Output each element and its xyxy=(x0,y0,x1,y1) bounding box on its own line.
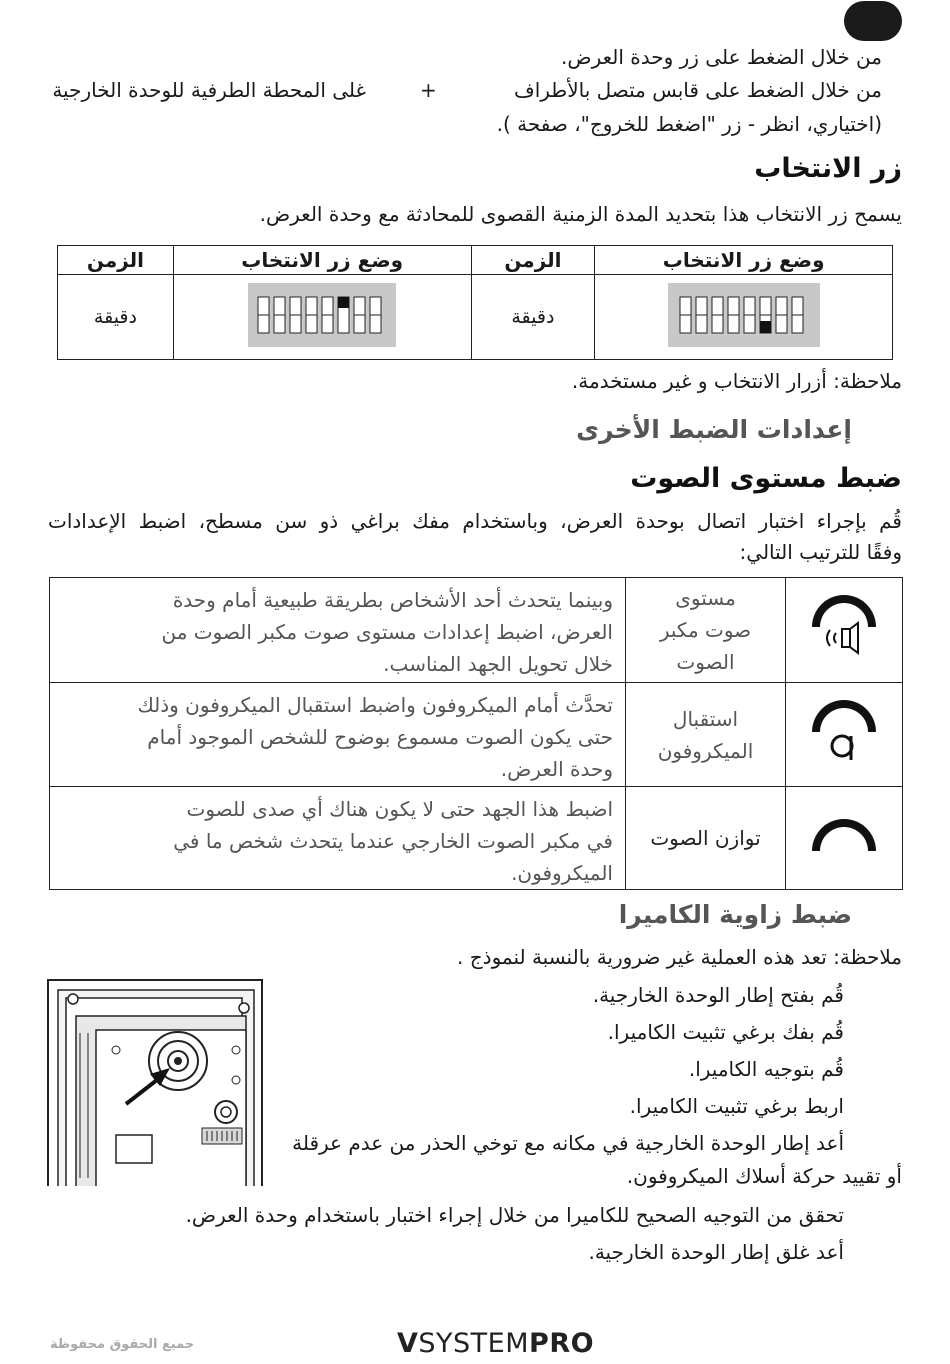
name-line: الميكروفون xyxy=(657,738,754,763)
row-name xyxy=(626,578,786,683)
footer-rights: جميع الحقوق محفوظة xyxy=(50,1337,195,1352)
desc-line: وحدة العرض. xyxy=(500,757,613,781)
camera-step-3: قُم بتوجيه الكاميرا. xyxy=(688,1057,844,1081)
row-description xyxy=(50,578,626,683)
table-row xyxy=(50,787,903,890)
desc-line: حتى يكون الصوت مسموع بوضوح للشخص الموجود أمام xyxy=(147,725,613,749)
desc-line: اضبط هذا الجهد حتى لا يكون هناك أي صدى للصوت xyxy=(186,797,613,821)
header-position-left: وضع زر الانتخاب xyxy=(173,246,471,275)
camera-step-7: أعد غلق إطار الوحدة الخارجية. xyxy=(588,1240,844,1264)
camera-step-4: اربط برغي تثبيت الكاميرا. xyxy=(629,1094,844,1118)
time-cell-left: دقيقة xyxy=(58,275,174,360)
selector-title: زر الانتخاب xyxy=(754,153,902,184)
other-settings-title: إعدادات الضبط الأخرى xyxy=(576,415,852,444)
intro-line-2-plus: + xyxy=(420,78,437,102)
camera-step-5: أعد إطار الوحدة الخارجية في مكانه مع توخي الحذر من عدم عرقلة xyxy=(292,1131,844,1155)
balance-trimmer-icon xyxy=(786,787,903,890)
name-line: صوت مكبر xyxy=(659,618,752,642)
intro-line-3: (اختياري، انظر - زر "اضغط للخروج"، صفحة ). xyxy=(496,112,882,136)
volume-intro-line-1: قُم بإجراء اختبار اتصال بوحدة العرض، وباستخدام مفك براغي ذو سن مسطح، اضبط الإعدادات xyxy=(48,509,902,533)
dip-switch-cell-left xyxy=(173,275,471,360)
volume-intro-line-2: وفقًا للترتيب التالي: xyxy=(739,540,902,564)
intro-line-2-right: من خلال الضغط على قابس متصل بالأطراف xyxy=(513,78,882,102)
dip-switch-icon xyxy=(668,283,820,347)
table-row xyxy=(58,275,893,360)
camera-note: ملاحظة: تعد هذه العملية غير ضرورية بالنسبة لنموذج . xyxy=(457,945,902,969)
name-line: مستوى xyxy=(675,586,736,610)
row-description xyxy=(50,683,626,787)
dip-switch-cell-right xyxy=(595,275,893,360)
desc-line: خلال تحويل الجهد المناسب. xyxy=(383,652,613,676)
camera-step-2: قُم بفك برغي تثبيت الكاميرا. xyxy=(607,1020,844,1044)
selector-table xyxy=(57,245,893,360)
logo-v: V xyxy=(397,1328,419,1359)
name-line: الصوت xyxy=(676,650,735,674)
selector-note: ملاحظة: أزرار الانتخاب و غير مستخدمة. xyxy=(571,369,902,393)
desc-line: العرض، اضبط إعدادات مستوى صوت مكبر الصوت من xyxy=(161,620,613,644)
page-number-badge xyxy=(844,1,902,41)
desc-line: الميكروفون. xyxy=(511,861,613,885)
time-cell-right: دقيقة xyxy=(471,275,595,360)
speaker-trimmer-icon xyxy=(786,578,903,683)
microphone-trimmer-icon xyxy=(786,683,903,787)
camera-step-6: تحقق من التوجيه الصحيح للكاميرا من خلال إجراء اختبار باستخدام وحدة العرض. xyxy=(185,1203,844,1227)
header-time-right: الزمن xyxy=(471,246,595,275)
name-line: استقبال xyxy=(672,706,739,731)
camera-step-1: قُم بفتح إطار الوحدة الخارجية. xyxy=(592,983,844,1007)
intro-line-2-left: غلى المحطة الطرفية للوحدة الخارجية xyxy=(52,78,366,102)
outdoor-unit-illustration xyxy=(46,978,266,1186)
brand-logo xyxy=(397,1328,594,1359)
desc-line: تحدَّث أمام الميكروفون واضبط استقبال الميكروفون وذلك xyxy=(137,693,613,717)
intro-line-1: من خلال الضغط على زر وحدة العرض. xyxy=(561,45,882,69)
dip-switch-icon xyxy=(248,283,396,347)
name-line: توازن الصوت xyxy=(650,826,761,850)
desc-line: وبينما يتحدث أحد الأشخاص بطريقة طبيعية أمام وحدة xyxy=(172,588,613,612)
volume-table xyxy=(49,577,903,890)
logo-system: SYSTEM xyxy=(418,1328,530,1359)
logo-pro: PRO xyxy=(529,1328,595,1359)
row-name xyxy=(626,787,786,890)
volume-title: ضبط مستوى الصوت xyxy=(630,463,902,494)
row-name xyxy=(626,683,786,787)
camera-step-5-cont: أو تقييد حركة أسلاك الميكروفون. xyxy=(626,1164,902,1188)
header-position-right: وضع زر الانتخاب xyxy=(595,246,893,275)
selector-description: يسمح زر الانتخاب هذا بتحديد المدة الزمنية القصوى للمحادثة مع وحدة العرض. xyxy=(259,202,902,226)
desc-line: في مكبر الصوت الخارجي عندما يتحدث شخص ما في xyxy=(173,829,613,853)
header-time-left: الزمن xyxy=(58,246,174,275)
table-row xyxy=(50,578,903,683)
camera-title: ضبط زاوية الكاميرا xyxy=(618,900,852,929)
row-description xyxy=(50,787,626,890)
table-row xyxy=(50,683,903,787)
